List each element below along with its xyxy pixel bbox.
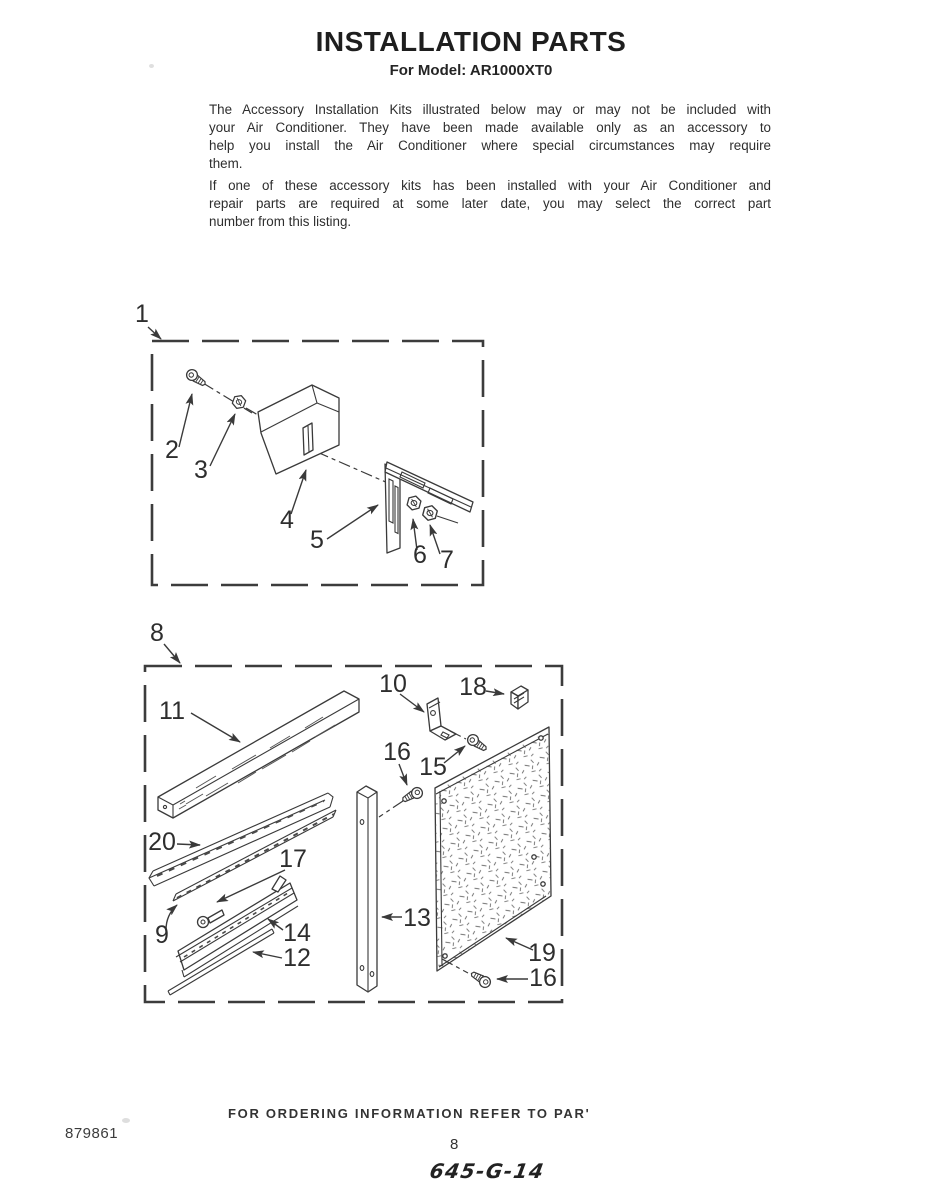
callout-20: 20 bbox=[148, 828, 176, 856]
part-screw-15 bbox=[466, 733, 490, 754]
assembly-axis-line bbox=[379, 801, 403, 817]
callout-16-top: 16 bbox=[383, 738, 411, 766]
model-line: For Model: AR1000XT0 bbox=[389, 62, 553, 79]
callout-leader bbox=[177, 844, 200, 845]
part-channel-bar-13 bbox=[357, 786, 377, 992]
part-curtain-frame-14 bbox=[176, 876, 298, 977]
callout-leader bbox=[444, 746, 465, 763]
callout-leader bbox=[327, 505, 378, 539]
text-line: repair parts are required at some later date, you may select the correct part bbox=[209, 196, 771, 211]
assembly-axis-line bbox=[246, 408, 258, 415]
callout-10: 10 bbox=[379, 670, 407, 698]
callout-17: 17 bbox=[279, 845, 307, 873]
callout-12: 12 bbox=[283, 944, 311, 972]
callout-18: 18 bbox=[459, 673, 487, 701]
callout-leader bbox=[191, 713, 240, 742]
callout-leader bbox=[399, 764, 407, 785]
ordering-note: FOR ORDERING INFORMATION REFER TO PAR' bbox=[228, 1106, 591, 1121]
callout-4: 4 bbox=[280, 506, 294, 534]
callout-leader bbox=[253, 952, 282, 958]
page-title: INSTALLATION PARTS bbox=[315, 26, 627, 57]
callout-16-bottom: 16 bbox=[529, 964, 557, 992]
assembly-axis-line bbox=[203, 383, 252, 413]
callout-9: 9 bbox=[155, 921, 169, 949]
callout-8: 8 bbox=[150, 619, 164, 647]
kit-1-diagram bbox=[135, 300, 483, 585]
callout-2: 2 bbox=[165, 436, 179, 464]
part-nut-7 bbox=[422, 504, 458, 523]
callout-15: 15 bbox=[419, 753, 447, 781]
text-line: The Accessory Installation Kits illustrated below may or may not be included with bbox=[209, 102, 771, 117]
text-line: your Air Conditioner. They have been made available only as an accessory to bbox=[209, 120, 771, 135]
print-artifact bbox=[149, 64, 154, 68]
callout-13: 13 bbox=[403, 904, 431, 932]
page-number: 8 bbox=[450, 1136, 459, 1153]
part-panel-19 bbox=[435, 727, 551, 971]
callout-leader bbox=[486, 691, 504, 694]
part-cover-4 bbox=[258, 385, 339, 474]
callout-3: 3 bbox=[194, 456, 208, 484]
callout-leader bbox=[210, 414, 235, 466]
part-bracket-10 bbox=[427, 698, 456, 740]
print-artifact bbox=[122, 1118, 130, 1123]
text-line: help you install the Air Conditioner where special circumstances may require bbox=[209, 138, 771, 153]
callout-19: 19 bbox=[528, 939, 556, 967]
callout-5: 5 bbox=[310, 526, 324, 554]
part-screw-2 bbox=[185, 368, 209, 389]
part-screw-16-bottom bbox=[468, 969, 492, 989]
assembly-axis-line bbox=[442, 959, 468, 973]
callout-6: 6 bbox=[413, 541, 427, 569]
part-screw-16-top bbox=[400, 786, 424, 806]
callout-7: 7 bbox=[440, 546, 454, 574]
callout-leader bbox=[164, 644, 180, 663]
text-line: them. bbox=[209, 156, 243, 171]
part-pad-18 bbox=[511, 686, 528, 709]
callout-1: 1 bbox=[135, 300, 149, 328]
part-nut-6 bbox=[406, 495, 422, 512]
publication-number: 879861 bbox=[65, 1125, 119, 1142]
text-line: number from this listing. bbox=[209, 214, 352, 229]
part-rail-9 bbox=[173, 810, 336, 901]
callout-leader bbox=[430, 525, 440, 554]
callout-14: 14 bbox=[283, 919, 311, 947]
kit-8-diagram bbox=[145, 619, 562, 1002]
part-support-bar-11 bbox=[158, 691, 359, 818]
callout-leader bbox=[148, 327, 161, 339]
text-line: If one of these accessory kits has been installed with your Air Conditioner and bbox=[209, 178, 771, 193]
plate-code: 645-G-14 bbox=[427, 1159, 547, 1183]
callout-leader bbox=[179, 394, 192, 447]
callout-11: 11 bbox=[159, 697, 185, 725]
